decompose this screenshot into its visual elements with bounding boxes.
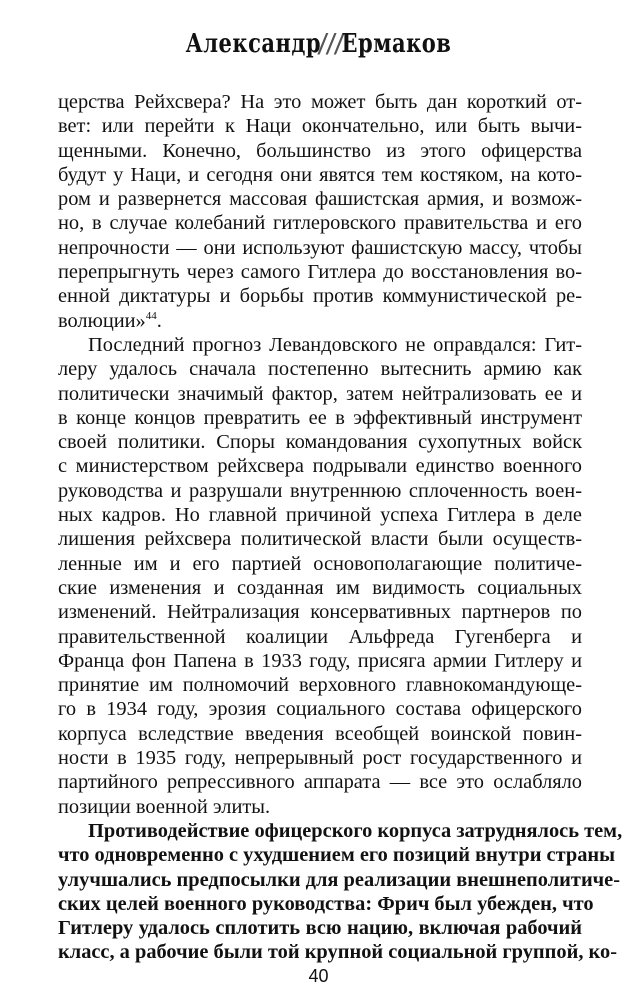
text-line: церства Рейхсвера? На это может быть дан короткий от-: [58, 91, 582, 113]
paragraph-3-bold: [58, 819, 623, 965]
text-line: леру удалось сначала постепенно вытеснить армию как: [58, 358, 582, 381]
text-line: непрочности — они используют фашистскую массу, чтобы: [58, 236, 582, 259]
ss-ornament-icon: ///: [319, 26, 344, 59]
paragraph-2: [58, 333, 582, 819]
text-line: руководства и разрушали внутреннюю сплоченность воен-: [58, 479, 582, 502]
text-line: перепрыгнуть через самого Гитлера до восстановления во-: [58, 261, 582, 284]
text-line: Последний прогноз Левандовского не оправдался: Гит-: [88, 333, 582, 356]
text-line: щенными. Конечно, большинство из этого офицерства: [58, 139, 582, 162]
text-line: что одновременно с ухудшением его позиций внутри страны: [58, 844, 616, 867]
text-line: но, в случае колебаний гитлеровского правительства и его: [58, 212, 582, 235]
text-line: го в 1934 году, эрозия социального состава офицерского: [58, 698, 582, 721]
author-first-name: Александр: [185, 26, 322, 59]
running-header: [0, 27, 637, 58]
text-line: ности в 1935 году, непрерывный рост государственного и: [58, 747, 582, 770]
text-line-last: [58, 309, 582, 333]
author-last-name: Ермаков: [341, 26, 452, 59]
footnote-ref[interactable]: 44: [145, 309, 157, 322]
text-line: в конце концов превратить ее в эффективный инструмент: [58, 406, 582, 429]
text-line: ных кадров. Но главной причиной успеха Гитлера в деле: [58, 504, 582, 527]
text-line: Гитлеру удалось сплотить всю нацию, включая рабочий: [58, 917, 582, 940]
text-line: ских целей военного руководства: Фрич был убежден, что: [58, 892, 594, 915]
text-line: Франца фон Папена в 1933 году, присяга армии Гитлеру и: [58, 649, 582, 672]
text-line: партийного репрессивного аппарата — все это ослабляло: [58, 771, 582, 794]
text-fragment: волюции»: [58, 309, 146, 332]
text-fragment: .: [156, 309, 162, 332]
text-line: енной диктатуры и борьбы против коммунистической ре-: [58, 285, 582, 308]
text-line: правительственной коалиции Альфреда Гугенберга и: [58, 625, 582, 648]
text-line: лишения рейхсвера политической власти были осуществ-: [58, 528, 582, 551]
text-line: принятие им полномочий верховного главнокомандующе-: [58, 674, 582, 697]
text-line: класс, а рабочие были той крупной социальной группой, ко-: [58, 941, 617, 964]
text-line: с министерством рейхсвера подрывали единство военного: [58, 455, 582, 478]
text-line: Противодействие офицерского корпуса затруднялось тем,: [88, 819, 623, 842]
text-line: улучшались предпосылки для реализации внешнеполитиче-: [58, 868, 621, 891]
text-line: своей политики. Споры командования сухопутных войск: [58, 431, 582, 454]
paragraph-1: [58, 90, 582, 333]
text-line: ром и развернется массовая фашистская армия, и возмож-: [58, 188, 582, 211]
text-line: корпуса вследствие введения всеобщей воинской повин-: [58, 722, 582, 745]
text-line: изменений. Нейтрализация консервативных партнеров по: [58, 601, 582, 624]
text-line: вет: или перейти к Наци окончательно, или быть вычи-: [58, 115, 582, 138]
text-line: политически значимый фактор, затем нейтрализовать ее и: [58, 382, 582, 405]
text-line: ские изменения и созданная им видимость социальных: [58, 576, 582, 599]
text-line: будут у Наци, и сегодня они явятся тем костяком, на кото-: [58, 163, 582, 186]
text-line-last: позиции военной элиты.: [58, 795, 271, 818]
page-body: [58, 90, 623, 965]
page-number: 40: [308, 966, 329, 986]
text-line: ленные им и его партией основополагающие политиче-: [58, 552, 582, 575]
